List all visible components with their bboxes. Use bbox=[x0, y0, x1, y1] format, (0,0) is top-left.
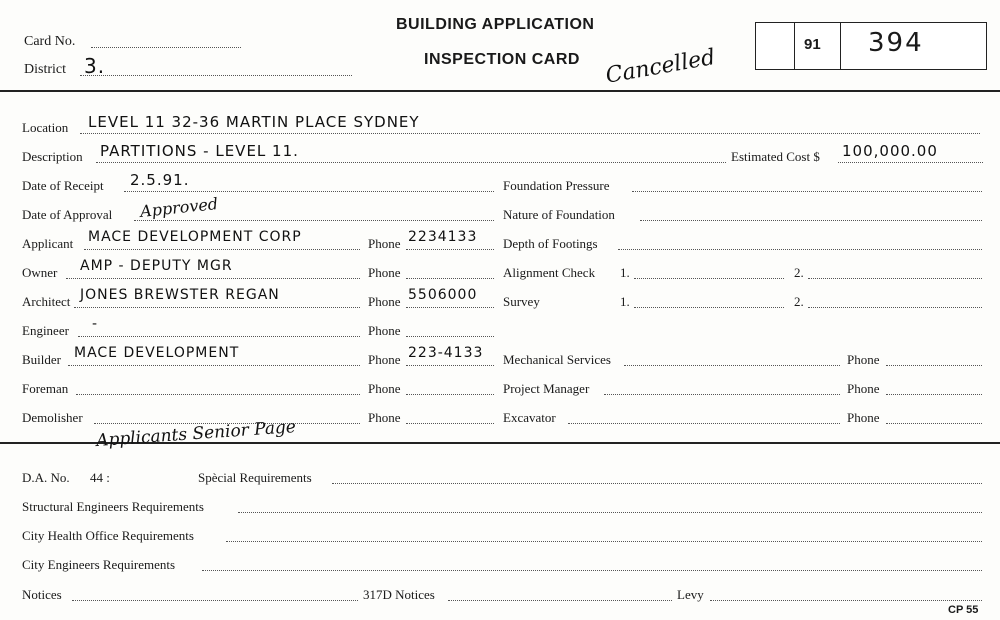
district-value: 3. bbox=[84, 54, 106, 78]
builder-label: Builder bbox=[22, 352, 61, 367]
card-number: 394 bbox=[868, 28, 924, 58]
architect-phone-value: 5506000 bbox=[408, 287, 478, 303]
date-of-receipt-value: 2.5.91. bbox=[130, 171, 190, 189]
estimated-cost-label: Estimated Cost $ bbox=[731, 149, 820, 164]
district-label: District bbox=[24, 62, 66, 77]
description-label: Description bbox=[22, 149, 83, 164]
health-requirements-label: City Health Office Requirements bbox=[22, 528, 194, 543]
alignment-check-label: Alignment Check bbox=[503, 265, 596, 280]
survey-2-label: 2. bbox=[794, 294, 804, 309]
project-manager-label: Project Manager bbox=[503, 381, 590, 396]
cancelled-annotation: Cancelled bbox=[603, 44, 718, 89]
estimated-cost-value: 100,000.00 bbox=[842, 142, 938, 160]
card-year: 91 bbox=[804, 36, 821, 53]
applicant-phone-value: 2234133 bbox=[408, 229, 478, 245]
notices-label: Notices bbox=[22, 587, 62, 602]
engineer-phone-label: Phone bbox=[368, 323, 401, 338]
builder-value: MACE DEVELOPMENT bbox=[74, 345, 240, 361]
excavator-label: Excavator bbox=[503, 410, 556, 425]
notices-317d-label: 317D Notices bbox=[363, 587, 435, 602]
alignment-check-2-label: 2. bbox=[794, 265, 804, 280]
architect-value: JONES BREWSTER REGAN bbox=[80, 287, 280, 303]
da-no-value: 44 : bbox=[90, 470, 110, 485]
demolisher-phone-label: Phone bbox=[368, 410, 401, 425]
da-no-label: D.A. No. bbox=[22, 470, 70, 485]
card-no-label: Card No. bbox=[24, 34, 76, 49]
architect-phone-label: Phone bbox=[368, 294, 401, 309]
date-of-approval-value: Approved bbox=[139, 193, 219, 222]
foreman-phone-label: Phone bbox=[368, 381, 401, 396]
form-code: CP 55 bbox=[948, 604, 979, 616]
date-of-receipt-label: Date of Receipt bbox=[22, 178, 104, 193]
description-value: PARTITIONS - LEVEL 11. bbox=[100, 142, 299, 160]
levy-label: Levy bbox=[677, 587, 704, 602]
structural-requirements-label: Structural Engineers Requirements bbox=[22, 499, 204, 514]
location-label: Location bbox=[22, 120, 69, 135]
architect-label: Architect bbox=[22, 294, 71, 309]
project-manager-phone-label: Phone bbox=[847, 381, 880, 396]
mechanical-services-phone-label: Phone bbox=[847, 352, 880, 367]
card-number-box bbox=[755, 22, 987, 70]
survey-1-label: 1. bbox=[620, 294, 630, 309]
applicant-phone-label: Phone bbox=[368, 236, 401, 251]
owner-label: Owner bbox=[22, 265, 58, 280]
district-line bbox=[80, 75, 352, 76]
engineer-label: Engineer bbox=[22, 323, 69, 338]
header-divider bbox=[0, 90, 1000, 92]
applicant-label: Applicant bbox=[22, 236, 74, 251]
survey-label: Survey bbox=[503, 294, 540, 309]
alignment-check-1-label: 1. bbox=[620, 265, 630, 280]
demolisher-label: Demolisher bbox=[22, 410, 83, 425]
city-engineers-requirements-label: City Engineers Requirements bbox=[22, 557, 176, 572]
mechanical-services-label: Mechanical Services bbox=[503, 352, 611, 367]
owner-value: AMP - DEPUTY MGR bbox=[80, 258, 233, 274]
foreman-label: Foreman bbox=[22, 381, 69, 396]
foundation-pressure-label: Foundation Pressure bbox=[503, 178, 610, 193]
date-of-approval-label: Date of Approval bbox=[22, 207, 113, 222]
builder-phone-value: 223-4133 bbox=[408, 345, 484, 361]
title-building-application: BUILDING APPLICATION bbox=[396, 16, 595, 33]
builder-phone-label: Phone bbox=[368, 352, 401, 367]
applicant-signature: Applicants Senior Page bbox=[95, 417, 297, 451]
owner-phone-label: Phone bbox=[368, 265, 401, 280]
depth-of-footings-label: Depth of Footings bbox=[503, 236, 598, 251]
applicant-value: MACE DEVELOPMENT CORP bbox=[88, 229, 302, 245]
engineer-value: - bbox=[92, 316, 99, 332]
excavator-phone-label: Phone bbox=[847, 410, 880, 425]
special-requirements-label: Spècial Requirements bbox=[198, 470, 312, 485]
card-no-line bbox=[91, 47, 241, 48]
title-inspection-card: INSPECTION CARD bbox=[424, 51, 580, 68]
nature-of-foundation-label: Nature of Foundation bbox=[503, 207, 615, 222]
location-value: LEVEL 11 32-36 MARTIN PLACE SYDNEY bbox=[88, 113, 420, 131]
